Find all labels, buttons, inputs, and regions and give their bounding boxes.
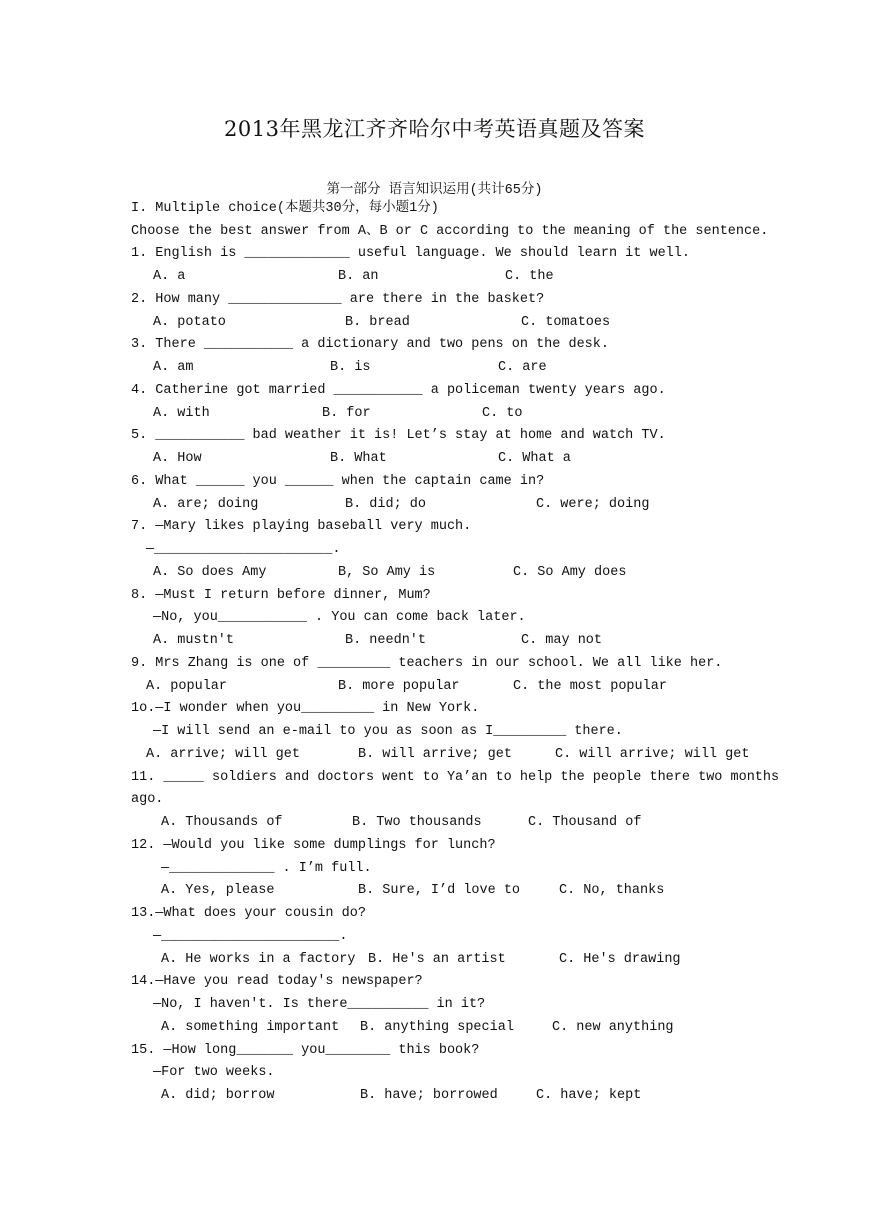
- option-7a: A. So does Amy: [153, 565, 267, 580]
- option-7c: C. So Amy does: [513, 565, 627, 580]
- option-1a: A. a: [153, 269, 186, 284]
- question-1: 1. English is _____________ useful language. We should learn it well.: [131, 246, 690, 261]
- question-3: 3. There ___________ a dictionary and two pens on the desk.: [131, 337, 609, 352]
- question-14-reply: —No, I haven't. Is there__________ in it?: [153, 997, 486, 1012]
- question-9: 9. Mrs Zhang is one of _________ teachers in our school. We all like her.: [131, 656, 723, 671]
- option-6a: A. are; doing: [153, 497, 259, 512]
- option-8b: B. needn't: [345, 633, 427, 648]
- part-heading: I. Multiple choice(本题共30分，每小题1分): [131, 201, 439, 216]
- question-11-cont: ago.: [131, 792, 164, 807]
- option-13b: B. He's an artist: [368, 952, 506, 967]
- question-8-reply: —No, you___________ . You can come back later.: [153, 610, 526, 625]
- question-5: 5. ___________ bad weather it is! Let’s stay at home and watch TV.: [131, 428, 666, 443]
- question-15-reply: —For two weeks.: [153, 1065, 275, 1080]
- option-14b: B. anything special: [360, 1020, 514, 1035]
- option-11c: C. Thousand of: [528, 815, 642, 830]
- question-14: 14.—Have you read today's newspaper?: [131, 974, 423, 989]
- question-12: 12. —Would you like some dumplings for lunch?: [131, 838, 496, 853]
- option-13c: C. He's drawing: [559, 952, 681, 967]
- option-4a: A. with: [153, 406, 210, 421]
- section-header: 第一部分 语言知识运用(共计65分): [326, 183, 543, 198]
- option-2c: C. tomatoes: [521, 315, 611, 330]
- option-7b: B, So Amy is: [338, 565, 436, 580]
- option-2a: A. potato: [153, 315, 226, 330]
- option-3a: A. am: [153, 360, 194, 375]
- option-12c: C. No, thanks: [559, 883, 665, 898]
- instruction-text: Choose the best answer from A、B or C according to the meaning of the sentence.: [131, 224, 769, 239]
- question-8: 8. —Must I return before dinner, Mum?: [131, 588, 431, 603]
- option-8c: C. may not: [521, 633, 603, 648]
- option-10c: C. will arrive; will get: [555, 747, 750, 762]
- question-13-reply: —______________________.: [153, 929, 348, 944]
- option-15b: B. have; borrowed: [360, 1088, 498, 1103]
- option-11b: B. Two thousands: [352, 815, 482, 830]
- question-10: 1o.—I wonder when you_________ in New York.: [131, 701, 480, 716]
- option-15c: C. have; kept: [536, 1088, 642, 1103]
- page-title: 2013年黑龙江齐齐哈尔中考英语真题及答案: [224, 117, 645, 141]
- option-6c: C. were; doing: [536, 497, 650, 512]
- option-9a: A. popular: [146, 679, 228, 694]
- option-10a: A. arrive; will get: [146, 747, 300, 762]
- question-12-reply: —_____________ . I’m full.: [161, 861, 372, 876]
- option-14c: C. new anything: [552, 1020, 674, 1035]
- option-6b: B. did; do: [345, 497, 427, 512]
- option-9b: B. more popular: [338, 679, 460, 694]
- question-4: 4. Catherine got married ___________ a policeman twenty years ago.: [131, 383, 666, 398]
- option-8a: A. mustn't: [153, 633, 235, 648]
- option-15a: A. did; borrow: [161, 1088, 275, 1103]
- option-14a: A. something important: [161, 1020, 340, 1035]
- option-11a: A. Thousands of: [161, 815, 283, 830]
- question-11: 11. _____ soldiers and doctors went to Ya’an to help the people there two months: [131, 770, 780, 785]
- question-7-reply: —______________________.: [146, 542, 341, 557]
- option-5c: C. What a: [498, 451, 571, 466]
- option-12b: B. Sure, I’d love to: [358, 883, 521, 898]
- option-4c: C. to: [482, 406, 523, 421]
- question-10-reply: —I will send an e-mail to you as soon as I_________ there.: [153, 724, 623, 739]
- option-3b: B. is: [330, 360, 371, 375]
- question-15: 15. —How long_______ you________ this book?: [131, 1043, 480, 1058]
- option-10b: B. will arrive; get: [358, 747, 512, 762]
- option-5a: A. How: [153, 451, 202, 466]
- option-1c: C. the: [505, 269, 554, 284]
- question-6: 6. What ______ you ______ when the captain came in?: [131, 474, 545, 489]
- option-13a: A. He works in a factory: [161, 952, 356, 967]
- option-3c: C. are: [498, 360, 547, 375]
- question-7: 7. —Mary likes playing baseball very much.: [131, 519, 472, 534]
- question-2: 2. How many ______________ are there in the basket?: [131, 292, 545, 307]
- option-12a: A. Yes, please: [161, 883, 275, 898]
- question-13: 13.—What does your cousin do?: [131, 906, 366, 921]
- option-5b: B. What: [330, 451, 387, 466]
- option-1b: B. an: [338, 269, 379, 284]
- option-2b: B. bread: [345, 315, 410, 330]
- option-4b: B. for: [322, 406, 371, 421]
- option-9c: C. the most popular: [513, 679, 667, 694]
